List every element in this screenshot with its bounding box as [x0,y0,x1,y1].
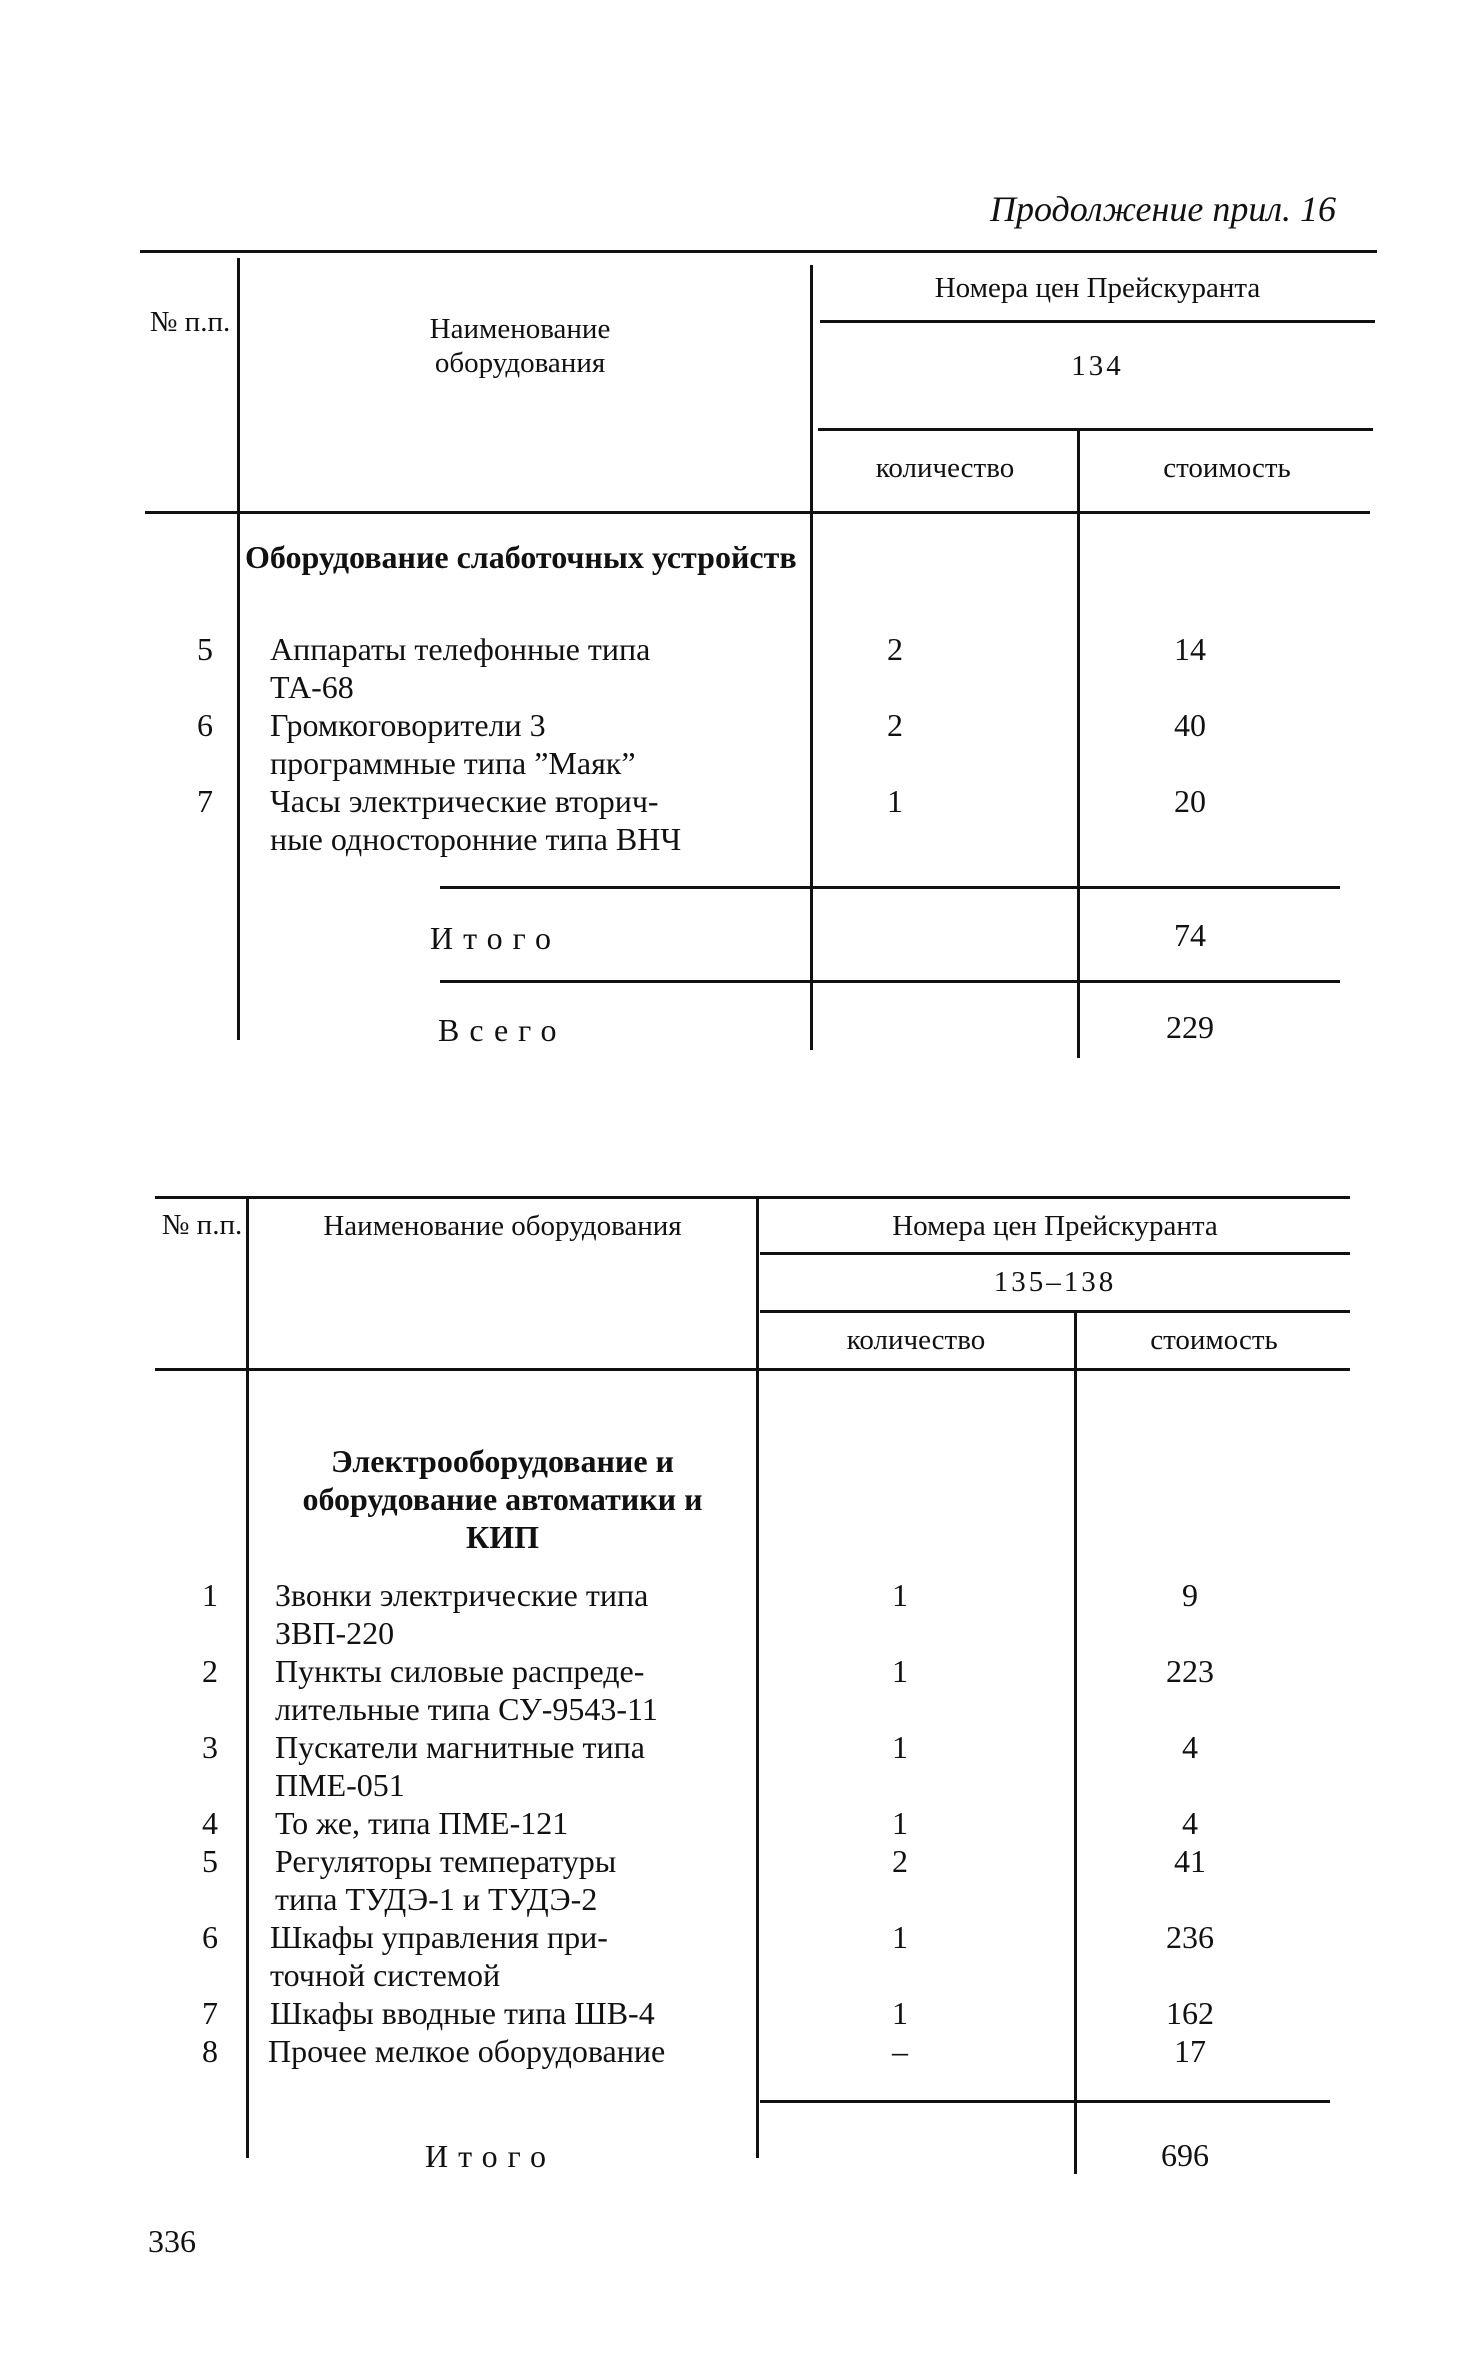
row-cost: 14 [1174,631,1206,667]
table1-total-label: Итого [430,920,561,956]
table2-header-cost: стоимость [1150,1324,1278,1356]
row-name-line-1: Регуляторы температуры [275,1843,617,1879]
table2-col-divider-1 [246,1198,249,2158]
table2-header-no: № п.п. [161,1209,243,1241]
table1-grand-label: Всего [438,1012,567,1048]
row-name-line-2: точной системой [270,1957,501,1993]
row-name-line-2: ные односторонние типа ВНЧ [270,821,682,857]
row-qty: 1 [892,1729,908,1765]
table1-top-rule [140,250,1377,253]
table2-header-qty: количество [846,1324,986,1356]
row-number: 1 [202,1577,218,1613]
row-name-line-1: Шкафы вводные типа ШВ-4 [270,1995,655,2031]
table2-section-title-line-2: оборудование автоматики и [302,1481,703,1517]
row-qty: 2 [887,707,903,743]
table2-col-divider-2 [756,1198,759,2158]
table2-section-title-line-1: Электрооборудование и [331,1443,674,1479]
row-name-line-1: Прочее мелкое оборудование [268,2033,666,2069]
page-number: 336 [148,2223,196,2259]
table1-header-price-range: 134 [1071,350,1124,382]
row-number: 2 [202,1653,218,1689]
table2-header-bottom-rule [155,1368,1350,1371]
table1-header-name: Наименование оборудования [429,313,611,379]
table1-header-price-group: Номера цен Прейскуранта [934,272,1261,304]
row-number: 5 [197,631,213,667]
row-name-line-2: типа ТУДЭ-1 и ТУДЭ-2 [275,1881,598,1917]
row-cost: 223 [1166,1653,1214,1689]
table1-header-no: № п.п. [149,306,231,338]
table2-total-label: Итого [425,2138,556,2174]
row-cost: 17 [1174,2033,1206,2069]
row-cost: 41 [1174,1843,1206,1879]
table1-header-cost: стоимость [1163,452,1291,484]
table1-total-rule [440,886,1340,889]
row-number: 3 [202,1729,218,1765]
row-number: 7 [197,783,213,819]
row-qty: 1 [892,1805,908,1841]
row-cost: 20 [1174,783,1206,819]
row-name-line-2: программные типа ”Маяк” [270,745,636,781]
row-name-line-1: Звонки электрические типа [275,1577,649,1613]
table2-header-price-group: Номера цен Прейскуранта [892,1210,1218,1242]
table2-range-rule [760,1310,1350,1313]
row-number: 6 [197,707,213,743]
row-name-line-2: лительные типа СУ-9543-11 [275,1691,658,1727]
row-name-line-2: ПМЕ-051 [275,1767,405,1803]
row-cost: 236 [1166,1919,1214,1955]
row-qty: 2 [887,631,903,667]
row-qty: 2 [892,1843,908,1879]
row-cost: 4 [1182,1729,1198,1765]
table1-range-rule [818,428,1373,431]
table2-group-rule [760,1252,1350,1255]
table1-section-title: Оборудование слаботочных устройств [245,539,797,575]
row-qty: 1 [892,1919,908,1955]
table1-header-qty: количество [875,452,1015,484]
table2-col-divider-3 [1074,1312,1077,2174]
row-number: 4 [202,1805,218,1841]
table2-top-rule [155,1196,1350,1199]
row-name-line-1: Громкоговорители 3 [270,707,546,743]
row-cost: 40 [1174,707,1206,743]
row-qty: – [892,2033,908,2069]
row-name-line-1: Аппараты телефонные типа [270,631,651,667]
row-name-line-2: ЗВП-220 [275,1615,395,1651]
table2-total-rule [760,2100,1330,2103]
row-cost: 4 [1182,1805,1198,1841]
row-name-line-1: Часы электрические вторич- [270,783,659,819]
row-cost: 162 [1166,1995,1214,2031]
row-qty: 1 [892,1653,908,1689]
table1-total-value: 74 [1174,917,1206,953]
table1-group-rule [820,320,1375,323]
row-qty: 1 [892,1577,908,1613]
row-number: 6 [202,1919,218,1955]
row-qty: 1 [887,783,903,819]
table1-col-divider-1 [237,258,240,1040]
table2-section-title-line-3: КИП [466,1519,539,1555]
table2-total-value: 696 [1161,2137,1209,2173]
row-number: 5 [202,1843,218,1879]
page-caption: Продолжение прил. 16 [990,189,1337,229]
row-name-line-1: Пункты силовые распреде- [275,1653,645,1689]
row-name-line-2: ТА-68 [270,669,354,705]
row-name-line-1: Пускатели магнитные типа [275,1729,645,1765]
row-number: 7 [202,1995,218,2031]
table1-header-bottom-rule [145,511,1370,514]
row-cost: 9 [1182,1577,1198,1613]
table1-col-divider-2 [810,265,813,1050]
row-name-line-1: Шкафы управления при- [270,1919,608,1955]
table2-header-name: Наименование оборудования [323,1210,682,1242]
row-qty: 1 [892,1995,908,2031]
table1-grand-rule [440,980,1340,983]
row-name-line-1: То же, типа ПМЕ-121 [275,1805,569,1841]
table1-col-divider-3 [1077,430,1080,1058]
table1-grand-value: 229 [1166,1009,1214,1045]
row-number: 8 [202,2033,218,2069]
table2-header-price-range: 135–138 [993,1266,1117,1298]
